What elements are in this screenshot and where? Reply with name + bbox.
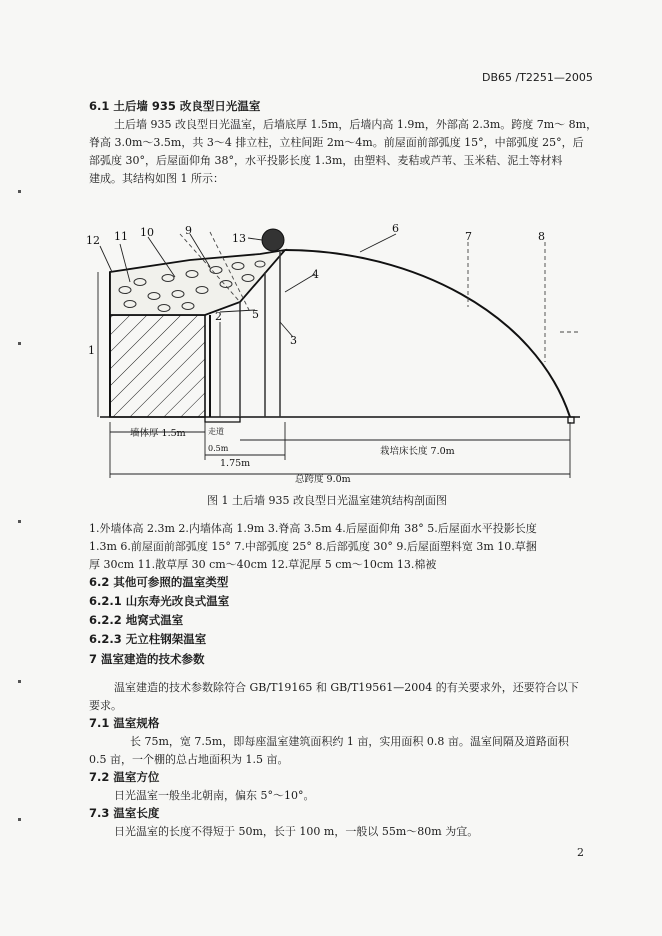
callout-5: 5 bbox=[252, 308, 259, 321]
section-6-2-2: 6.2.2 地窝式温室 bbox=[89, 613, 184, 627]
callout-9: 9 bbox=[185, 224, 192, 237]
back-wall bbox=[110, 315, 205, 417]
callout-6: 6 bbox=[392, 222, 399, 235]
paragraph-line: 土后墙 935 改良型日光温室，后墙底厚 1.5m，后墙内高 1.9m，外部高 2.3m。跨度 7m～ 8m， bbox=[114, 118, 598, 131]
dim-wall-thickness: 墙体厚 1.5m bbox=[130, 428, 186, 439]
greenhouse-cross-section-figure bbox=[80, 212, 600, 488]
dim-walkway-width: 0.5m bbox=[208, 444, 229, 453]
paragraph-line: 建成。其结构如图 1 所示： bbox=[89, 172, 224, 185]
paragraph-line: 要求。 bbox=[89, 699, 122, 712]
section-6-2-heading: 6.2 其他可参照的温室类型 bbox=[89, 575, 229, 589]
callout-4: 4 bbox=[312, 268, 319, 281]
paragraph-line: 长 75m，宽 7.5m，即每座温室建筑面积约 1 亩，实用面积 0.8 亩。温室间隔及道路面积 bbox=[130, 735, 569, 748]
dim-back-roof: 1.75m bbox=[220, 458, 251, 469]
legend-line: 1.3m 6.前屋面前部弧度 15° 7.中部弧度 25° 8.后部弧度 30° 9.后屋面塑料宽 3m 10.草捆 bbox=[89, 540, 537, 553]
figure-caption: 图 1 土后墙 935 改良型日光温室建筑结构剖面图 bbox=[207, 494, 447, 507]
callout-11: 11 bbox=[114, 230, 128, 243]
callout-8: 8 bbox=[538, 230, 545, 243]
margin-mark bbox=[18, 818, 21, 821]
callout-12: 12 bbox=[86, 234, 100, 247]
margin-mark bbox=[18, 190, 21, 193]
paragraph-line: 0.5 亩，一个棚的总占地面积为 1.5 亩。 bbox=[89, 753, 289, 766]
section-7-2-heading: 7.2 温室方位 bbox=[89, 770, 160, 784]
paragraph-line: 日光温室的长度不得短于 50m，长于 100 m，一般以 55m～80m 为宜。 bbox=[114, 825, 479, 838]
legend-line: 厚 30cm 11.散草厚 30 cm～40cm 12.草泥厚 5 cm～10cm 13.棉被 bbox=[89, 558, 437, 571]
dim-span: 总跨度 9.0m bbox=[295, 474, 351, 485]
paragraph-line: 日光温室一般坐北朝南，偏东 5°～10°。 bbox=[114, 789, 315, 802]
margin-mark bbox=[18, 342, 21, 345]
section-6-2-1: 6.2.1 山东寿光改良式温室 bbox=[89, 594, 230, 608]
back-roof bbox=[110, 250, 285, 315]
section-6-2-3: 6.2.3 无立柱钢架温室 bbox=[89, 632, 207, 646]
dim-bed-length: 栽培床长度 7.0m bbox=[380, 446, 455, 457]
paragraph-line: 部弧度 30°，后屋面仰角 38°，水平投影长度 1.3m，由塑料、麦秸或芦苇、玉米秸、泥土等材料 bbox=[89, 154, 563, 167]
front-footing bbox=[568, 417, 574, 423]
margin-mark bbox=[18, 680, 21, 683]
section-7-1-heading: 7.1 温室规格 bbox=[89, 716, 160, 730]
callout-2: 2 bbox=[215, 310, 222, 323]
callout-13: 13 bbox=[232, 232, 246, 245]
legend-line: 1.外墙体高 2.3m 2.内墙体高 1.9m 3.脊高 3.5m 4.后屋面仰角 38° 5.后屋面水平投影长度 bbox=[89, 522, 537, 535]
section-6-1-heading: 6.1 土后墙 935 改良型日光温室 bbox=[89, 99, 261, 113]
callout-10: 10 bbox=[140, 226, 154, 239]
section-7-3-heading: 7.3 温室长度 bbox=[89, 806, 160, 820]
margin-mark bbox=[18, 520, 21, 523]
quilt-roll bbox=[262, 229, 284, 251]
callout-3: 3 bbox=[290, 334, 297, 347]
document-code: DB65 /T2251—2005 bbox=[482, 71, 593, 84]
section-7-heading: 7 温室建造的技术参数 bbox=[89, 652, 205, 666]
paragraph-line: 脊高 3.0m～3.5m，共 3～4 排立柱，立柱间距 2m～4m。前屋面前部弧度 15°，中部弧度 25°，后 bbox=[89, 136, 584, 149]
callout-7: 7 bbox=[465, 230, 472, 243]
page-number: 2 bbox=[577, 846, 584, 859]
paragraph-line: 温室建造的技术参数除符合 GB/T19165 和 GB/T19561—2004 的有关要求外，还要符合以下 bbox=[114, 681, 579, 694]
front-roof-arc bbox=[285, 250, 570, 417]
callout-1: 1 bbox=[88, 344, 95, 357]
dim-walkway: 走道 bbox=[208, 427, 224, 436]
